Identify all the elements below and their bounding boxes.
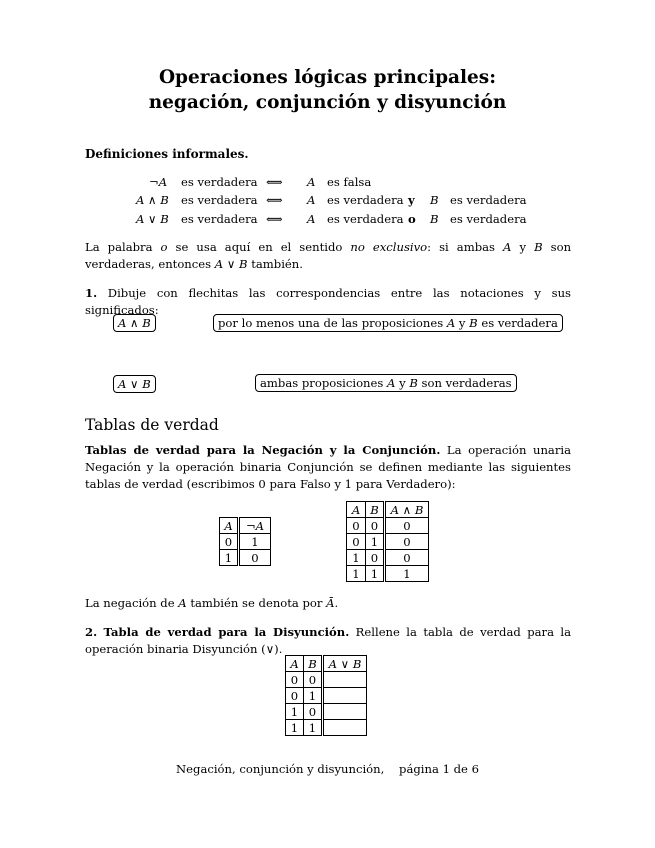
meaning-text: ambas proposiciones: [260, 376, 388, 390]
table-cell: 1: [347, 566, 366, 582]
negation-table: [219, 517, 271, 566]
def-left: es verdadera: [181, 212, 258, 226]
iff-symbol: ⟺: [266, 212, 283, 226]
note-var-bar: Ā: [326, 596, 335, 610]
def-right: es verdadera: [327, 193, 404, 207]
exercise-number: 2.: [85, 625, 98, 639]
iff-symbol: ⟺: [266, 175, 283, 189]
truth-tables-intro: [85, 442, 571, 493]
note-expr: A ∨ B: [214, 257, 248, 271]
note-text: se usa aquí en el sentido: [167, 240, 351, 254]
table-header: A ∧ B: [385, 502, 429, 518]
table-header: B: [304, 656, 323, 672]
table-cell: 0: [385, 550, 429, 566]
table-cell: 1: [239, 534, 271, 550]
meaning-text: y: [455, 316, 470, 330]
meaning-box-both[interactable]: [255, 374, 517, 392]
def-right-b: es verdadera: [450, 212, 527, 226]
exercise-text: Dibuje con flechitas las correspondencias entre las notaciones y sus significados:: [85, 286, 571, 317]
meaning-text: es verdadera: [477, 316, 558, 330]
page-footer: Negación, conjunción y disyunción, página 1 de 6: [176, 762, 479, 776]
table-header: A: [286, 656, 304, 672]
table-cell: 1: [286, 704, 304, 720]
conjunction-table: [346, 501, 429, 582]
table-row: [220, 550, 271, 566]
table-cell: 1: [220, 550, 239, 566]
table-cell: 0: [385, 534, 429, 550]
note-var: A: [503, 240, 512, 254]
meaning-var: B: [409, 376, 418, 390]
note-var: A: [178, 596, 187, 610]
table-cell: 1: [347, 550, 366, 566]
note-var: B: [534, 240, 543, 254]
note-o: o: [160, 240, 168, 254]
table-cell: 0: [239, 550, 271, 566]
exercise-number: 1.: [85, 286, 98, 300]
page-title-line-2: negación, conjunción y disyunción: [148, 92, 507, 113]
table-header: B: [366, 502, 385, 518]
note-text: también se denota por: [186, 596, 327, 610]
table-cell: 1: [366, 534, 385, 550]
def-expr: A ∨ B: [136, 212, 169, 226]
table-row: [347, 566, 429, 582]
table-row: [286, 672, 367, 688]
truth-tables-heading: Tablas de verdad: [85, 416, 219, 434]
meaning-text: por lo menos una de las proposiciones: [218, 316, 447, 330]
note-no-exclusivo: no exclusivo: [350, 240, 428, 254]
note-text: son verdaderas, entonces: [85, 240, 572, 271]
table-row: [286, 704, 367, 720]
def-connective: y: [408, 193, 415, 207]
def-var-b: B: [430, 212, 439, 226]
note-text: La negación de: [85, 596, 179, 610]
meaning-box-at-least-one[interactable]: [213, 314, 563, 332]
meaning-var: B: [469, 316, 478, 330]
table-header: A ∨ B: [323, 656, 367, 672]
table-cell: 0: [347, 518, 366, 534]
note-text: La palabra: [85, 240, 161, 254]
table-cell: 1: [304, 720, 323, 736]
table-row: [286, 720, 367, 736]
table-row: [220, 534, 271, 550]
table-row: [286, 688, 367, 704]
meaning-text: y: [395, 376, 410, 390]
note-text: también.: [247, 257, 303, 271]
table-cell: 1: [385, 566, 429, 582]
table-row: [347, 534, 429, 550]
def-var: A: [307, 212, 316, 226]
negation-notation-note: [85, 595, 571, 612]
def-expr: A ∧ B: [136, 193, 169, 207]
table-cell: 1: [304, 688, 323, 704]
note-text: : si ambas: [427, 240, 504, 254]
table-cell: 0: [385, 518, 429, 534]
notation-box-and[interactable]: A ∧ B: [113, 314, 156, 332]
inclusive-or-note: [85, 239, 571, 273]
def-var: A: [307, 175, 316, 189]
def-connective: o: [408, 212, 416, 226]
table-cell: 0: [286, 688, 304, 704]
table-cell: 0: [304, 704, 323, 720]
def-expr: ¬A: [149, 175, 168, 189]
note-text: y: [511, 240, 535, 254]
exercise-bold: Tabla de verdad para la Disyunción.: [103, 625, 350, 639]
def-var-b: B: [430, 193, 439, 207]
table-cell: 1: [286, 720, 304, 736]
intro-bold: Tablas de verdad para la Negación y la Conjunción.: [85, 443, 441, 457]
note-text: .: [334, 596, 339, 610]
meaning-var: A: [387, 376, 396, 390]
def-right-b: es verdadera: [450, 193, 527, 207]
iff-symbol: ⟺: [266, 193, 283, 207]
table-row: [347, 518, 429, 534]
answer-cell[interactable]: [323, 672, 367, 688]
table-header: A: [220, 518, 239, 534]
table-header: A: [347, 502, 366, 518]
table-cell: 0: [366, 550, 385, 566]
meaning-var: A: [446, 316, 456, 330]
intro-text: La operación unaria Negación y la operación binaria Conjunción se definen mediante las siguientes tablas de verdad (escribimos 0 para Falso y 1 para Verdadero):: [85, 443, 571, 491]
exercise-2-prompt: [85, 624, 571, 658]
def-left: es verdadera: [181, 175, 258, 189]
page-title-line-1: Operaciones lógicas principales:: [158, 67, 497, 88]
table-cell: 0: [286, 672, 304, 688]
answer-cell[interactable]: [323, 704, 367, 720]
table-cell: 1: [366, 566, 385, 582]
answer-cell[interactable]: [323, 720, 367, 736]
def-right: es verdadera: [327, 212, 404, 226]
answer-cell[interactable]: [323, 688, 367, 704]
table-cell: 0: [347, 534, 366, 550]
disjunction-table: [285, 655, 367, 736]
def-var: A: [307, 193, 316, 207]
def-right: es falsa: [327, 175, 372, 189]
exercise-text: Rellene la tabla de verdad para la operación binaria Disyunción (∨).: [85, 625, 572, 656]
table-cell: 0: [366, 518, 385, 534]
table-cell: 0: [220, 534, 239, 550]
meaning-text: son verdaderas: [417, 376, 512, 390]
table-header: ¬A: [239, 518, 271, 534]
table-cell: 0: [304, 672, 323, 688]
table-row: [347, 550, 429, 566]
notation-box-or[interactable]: A ∨ B: [113, 375, 156, 393]
definitions-heading: Definiciones informales.: [85, 147, 249, 161]
def-left: es verdadera: [181, 193, 258, 207]
